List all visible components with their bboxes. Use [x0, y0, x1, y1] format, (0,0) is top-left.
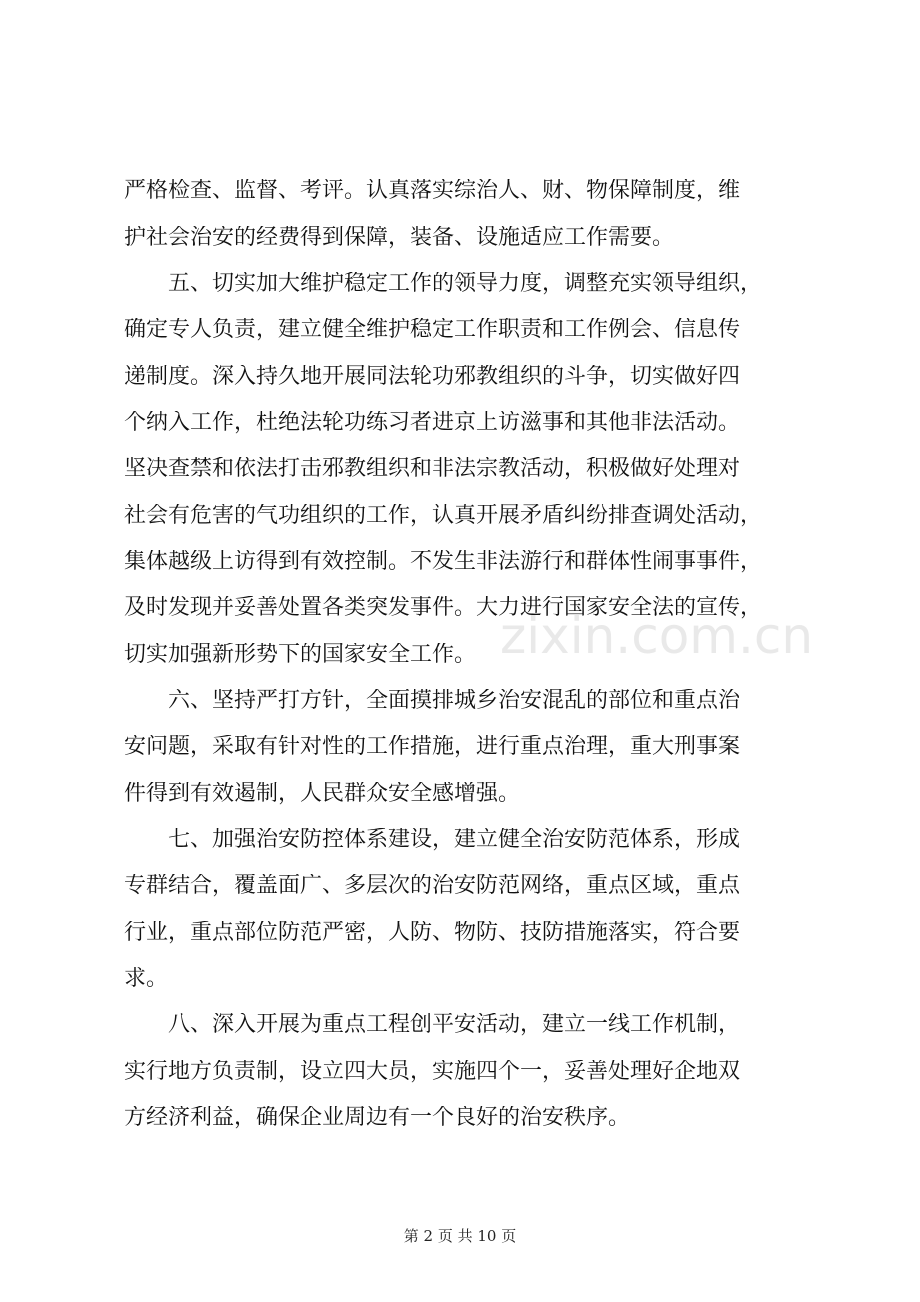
text-line: 行业，重点部位防范严密，人防、物防、技防措施落实，符合要 — [124, 921, 741, 945]
text-line: 严格检查、监督、考评。认真落实综治人、财、物保障制度，维 — [124, 179, 741, 203]
page-number-footer: 第 2 页 共 10 页 — [403, 1227, 517, 1245]
text-line: 件得到有效遏制，人民群众安全感增强。 — [124, 782, 521, 806]
watermark: zixin.com.cn — [500, 607, 814, 665]
text-line: 专群结合，覆盖面广、多层次的治安防范网络，重点区域，重点 — [124, 874, 741, 898]
text-line: 确定专人负责，建立健全维护稳定工作职责和工作例会、信息传 — [124, 318, 741, 342]
text-line: 个纳入工作，杜绝法轮功练习者进京上访滋事和其他非法活动。 — [124, 411, 741, 435]
text-line: 及时发现并妥善处置各类突发事件。大力进行国家安全法的宣传， — [124, 596, 763, 620]
text-line: 安问题，采取有针对性的工作措施，进行重点治理，重大刑事案 — [124, 735, 741, 759]
text-line: 五、切实加大维护稳定工作的领导力度，调整充实领导组织， — [124, 272, 763, 296]
text-line: 集体越级上访得到有效控制。不发生非法游行和群体性闹事事件， — [124, 550, 763, 574]
text-line: 护社会治安的经费得到保障，装备、设施适应工作需要。 — [124, 226, 675, 250]
text-line: 递制度。深入持久地开展同法轮功邪教组织的斗争，切实做好四 — [124, 365, 741, 389]
text-line: 求。 — [124, 967, 169, 991]
text-line: 坚决查禁和依法打击邪教组织和非法宗教活动，积极做好处理对 — [124, 457, 741, 481]
text-line: 方经济利益，确保企业周边有一个良好的治安秩序。 — [124, 1106, 631, 1130]
text-line: 六、坚持严打方针，全面摸排城乡治安混乱的部位和重点治 — [124, 689, 741, 713]
text-line: 切实加强新形势下的国家安全工作。 — [124, 643, 477, 667]
text-line: 七、加强治安防控体系建设，建立健全治安防范体系，形成 — [124, 828, 741, 852]
text-line: 八、深入开展为重点工程创平安活动，建立一线工作机制， — [124, 1013, 741, 1037]
text-line: 社会有危害的气功组织的工作，认真开展矛盾纠纷排查调处活动， — [124, 504, 763, 528]
text-line: 实行地方负责制，设立四大员，实施四个一，妥善处理好企地双 — [124, 1060, 741, 1084]
